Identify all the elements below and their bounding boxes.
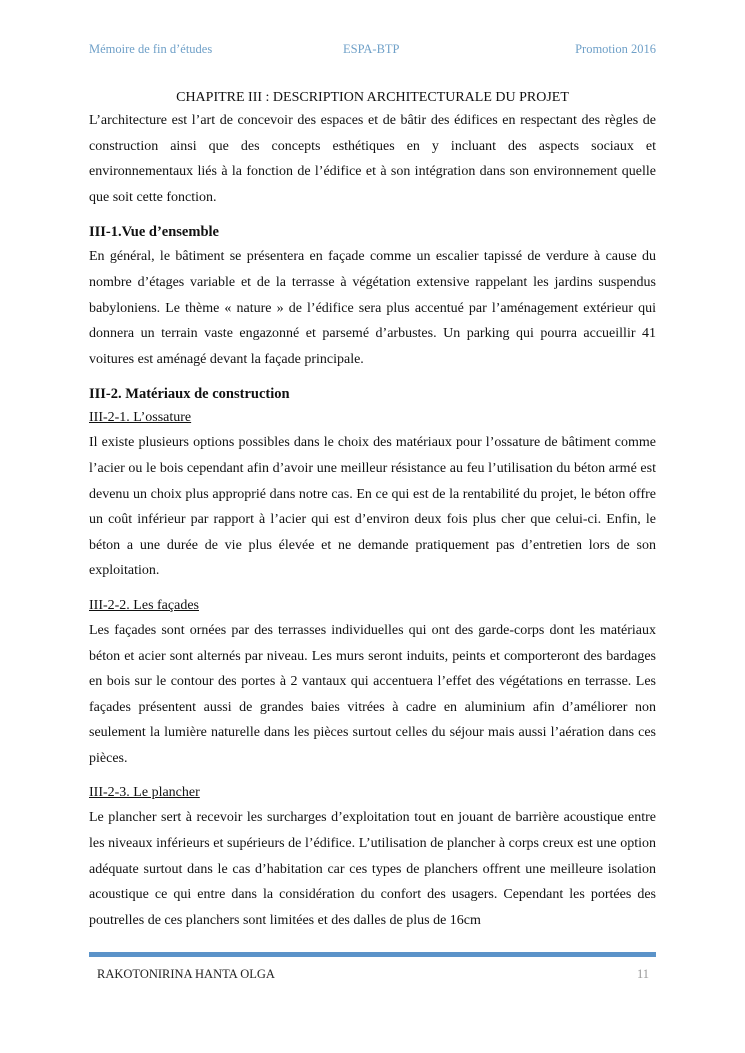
footer-rule bbox=[89, 952, 656, 957]
subsection-heading-floor: III-2-3. Le plancher bbox=[89, 785, 200, 801]
overview-paragraph: En général, le bâtiment se présentera en façade comme un escalier tapissé de verdure à cause du nombre d’étages variable et de la terrasse à végétation extensive rappelant les jardins suspendus babyloniens. Le thème « nature » de l’édifice sera plus accentué par l’aménagement extérieur qui donnera un terrain vaste engazonné et parsemé d’arbustes. Un parking qui pourra accueillir 41 voitures est aménagé devant la façade principale. bbox=[89, 249, 656, 367]
header-school-label: ESPA-BTP bbox=[343, 42, 400, 56]
page-body bbox=[89, 88, 656, 933]
footer-author: RAKOTONIRINA HANTA OLGA bbox=[97, 967, 275, 981]
section-heading-materials: III-2. Matériaux de construction bbox=[89, 386, 290, 403]
floor-paragraph: Le plancher sert à recevoir les surcharges d’exploitation tout en jouant de barrière acoustique entre les niveaux inférieurs et supérieurs de l’édifice. L’utilisation de plancher à corps creux est une option adéquate surtout dans le cas d’habitation car ces types de planchers offrent une meilleure isolation acoustique ce qui entre dans la considération du confort des usagers. Cependant les portées des poutrelles de ces planchers sont limitées et des dalles de plus de 16cm bbox=[89, 810, 656, 928]
subsection-heading-frame: III-2-1. L’ossature bbox=[89, 410, 192, 426]
subsection-heading-facades: III-2-2. Les façades bbox=[89, 597, 199, 613]
header-promotion-label: Promotion 2016 bbox=[575, 42, 656, 56]
chapter-title: CHAPITRE III : DESCRIPTION ARCHITECTURALE DU PROJET bbox=[176, 90, 569, 105]
header-thesis-label: Mémoire de fin d’études bbox=[89, 42, 213, 56]
intro-paragraph: L’architecture est l’art de concevoir des espaces et de bâtir des édifices en respectant des règles de construction ainsi que des concepts esthétiques en y incluant des aspects sociaux et environnementaux liés à la fonction de l’édifice et à son intégration dans son environnement quelle que soit cette fonction. bbox=[89, 113, 656, 205]
page-number: 11 bbox=[636, 967, 649, 981]
page-header bbox=[89, 42, 656, 60]
frame-paragraph: Il existe plusieurs options possibles dans le choix des matériaux pour l’ossature de bâtiment comme l’acier ou le bois cependant afin d’avoir une meilleur résistance au feu l’utilisation du béton armé est devenu un choix plus approprié dans notre cas. En ce qui est de la rentabilité du projet, le béton offre un coût inférieur par rapport à l’acier qui est d’environ deux fois plus cher que celui-ci. Enfin, le béton a une durée de vie plus élevée et ne demande pratiquement pas d’entretien lors de son exploitation. bbox=[89, 435, 656, 579]
section-heading-overview: III-1.Vue d’ensemble bbox=[89, 224, 219, 241]
facades-paragraph: Les façades sont ornées par des terrasses individuelles qui ont des garde-corps dont les matériaux béton et acier sont alternés par niveau. Les murs seront induits, peints et comporteront des bardages en bois sur le contour des portes à 2 vantaux qui accentuera l’effet des végétations en terrasse. Les façades présentent aussi de grandes baies vitrées à cadre en aluminium afin d’améliorer non seulement la lumière naturelle dans les pièces surtout celles du séjour mais aussi l’aération dans ces pièces. bbox=[89, 622, 656, 766]
